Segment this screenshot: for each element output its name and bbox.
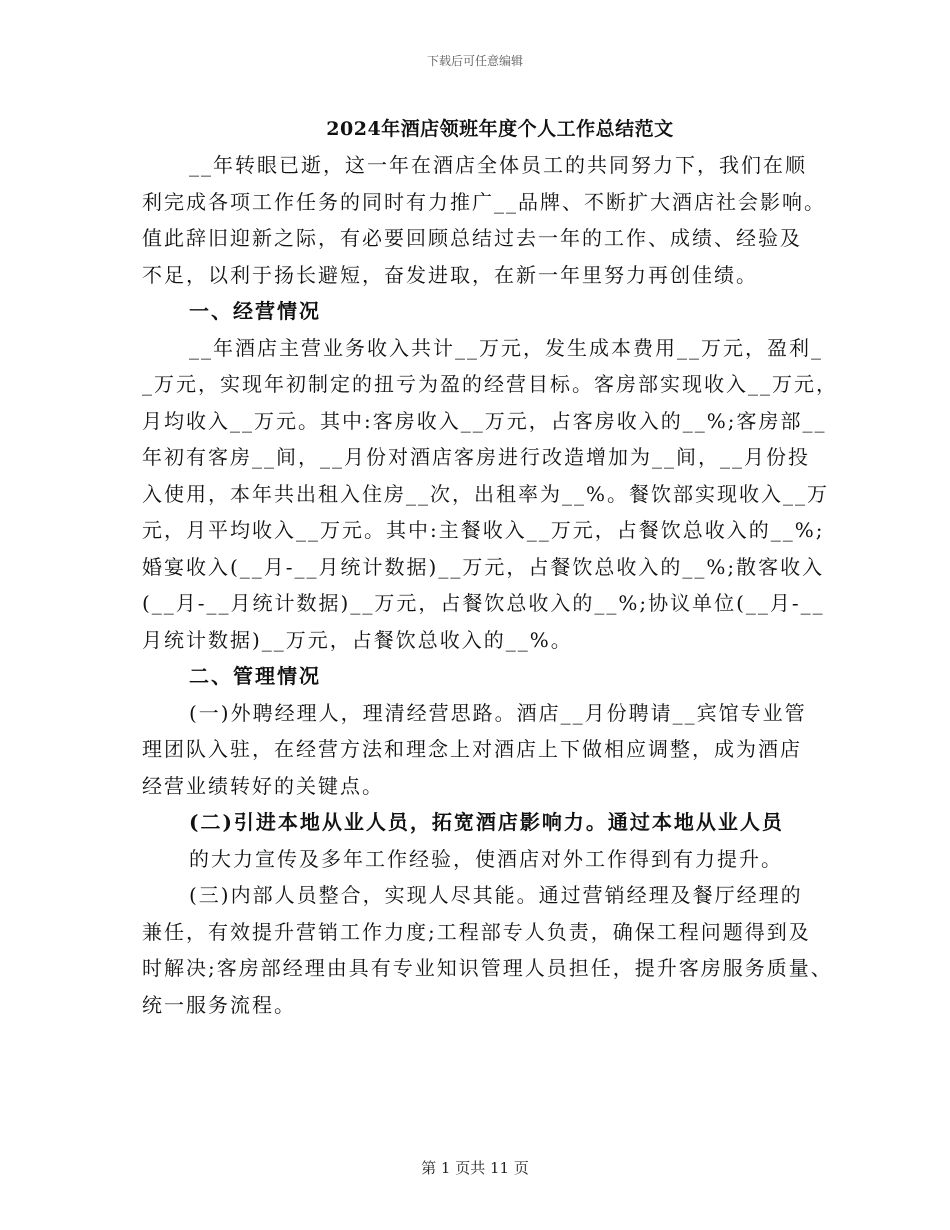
paragraph-line: 值此辞旧迎新之际，有必要回顾总结过去一年的工作、成绩、经验及 [142,226,802,250]
paragraph-line: 利完成各项工作任务的同时有力推广__品牌、不断扩大酒店社会影响。 [142,189,826,214]
paragraph-line: __年酒店主营业务收入共计__万元，发生成本费用__万元，盈利_ [189,335,823,360]
paragraph-line: 的大力宣传及多年工作经验，使酒店对外工作得到有力提升。 [189,846,783,871]
paragraph-line: 月统计数据)__万元，占餐饮总收入的__%。 [142,627,573,652]
paragraph-line: (一)外聘经理人，理清经营思路。酒店__月份聘请__宾馆专业管 [189,700,807,725]
paragraph-line: _万元，实现年初制定的扭亏为盈的经营目标。客房部实现收入__万元， [142,372,838,396]
section-heading-operations: 一、经营情况 [189,299,321,323]
paragraph-line: __年转眼已逝，这一年在酒店全体员工的共同努力下，我们在顺 [189,153,807,177]
document-body [142,147,838,1023]
paragraph-line: 经营业绩转好的关键点。 [142,773,384,798]
bold-subheading-line: (二)引进本地从业人员，拓宽酒店影响力。通过本地从业人员 [189,810,784,834]
paragraph-line: 时解决;客房部经理由具有专业知识管理人员担任，提升客房服务质量、 [142,956,833,980]
paragraph-line: 入使用，本年共出租入住房__次，出租率为__%。餐饮部实现收入__万 [142,481,830,506]
header-note: 下载后可任意编辑 [426,54,523,68]
paragraph-line: 月均收入__万元。其中:客房收入__万元，占客房收入的__%;客房部__ [142,408,827,433]
document-title: 2024年酒店领班年度个人工作总结范文 [326,118,674,140]
paragraph-line: 统一服务流程。 [142,992,296,1017]
paragraph-line: (__月-__月统计数据)__万元，占餐饮总收入的__%;协议单位(__月-__ [142,591,825,615]
paragraph-line: (三)内部人员整合，实现人尽其能。通过营销经理及餐厅经理的 [189,883,803,907]
paragraph-line: 年初有客房__间，__月份对酒店客房进行改造增加为__间，__月份投 [142,445,810,469]
paragraph-line: 兼任，有效提升营销工作力度;工程部专人负责，确保工程问题得到及 [142,919,811,944]
paragraph-line: 婚宴收入(__月-__月统计数据)__万元，占餐饮总收入的__%;散客收入 [142,554,825,579]
paragraph-line: 不足，以利于扬长避短，奋发进取，在新一年里努力再创佳绩。 [142,262,758,287]
page-footer: 第 1 页共 11 页 [421,1159,529,1177]
paragraph-line: 元，月平均收入__万元。其中:主餐收入__万元，占餐饮总收入的__%; [142,518,825,542]
paragraph-line: 理团队入驻，在经营方法和理念上对酒店上下做相应调整，成为酒店 [142,737,802,761]
section-heading-management: 二、管理情况 [189,664,321,688]
